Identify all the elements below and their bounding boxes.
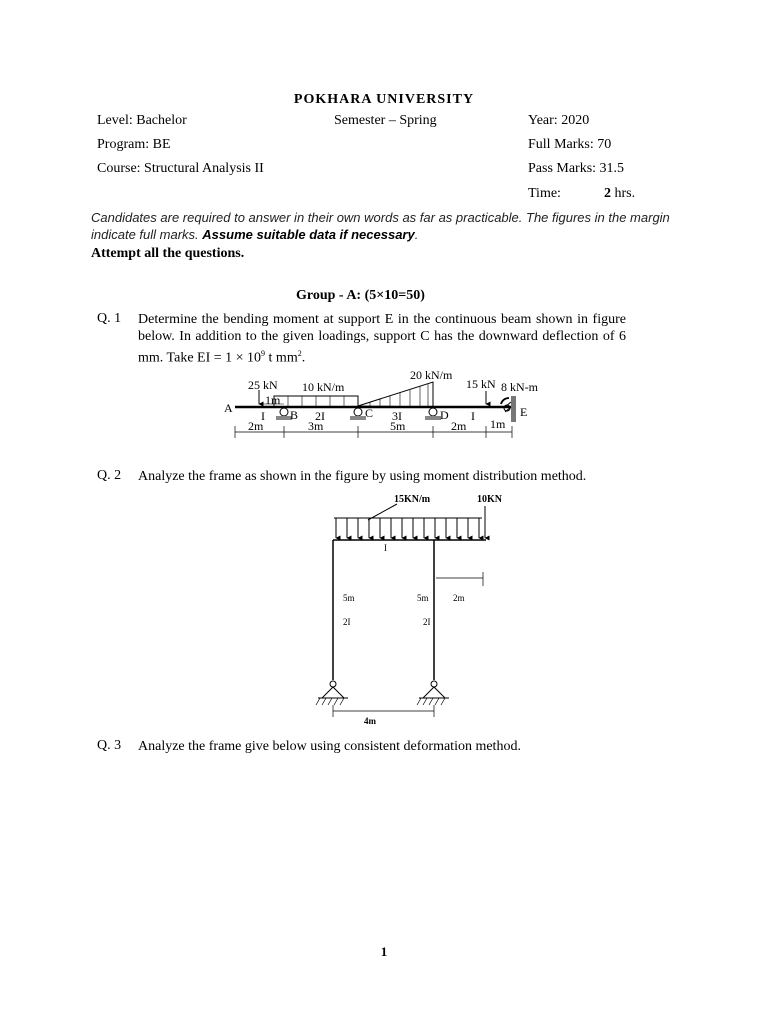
label-d5: 1m <box>490 417 506 431</box>
program-field: Program: BE <box>97 137 171 152</box>
q3-text: Analyze the frame give below using consistent deformation method. <box>138 739 521 754</box>
label-udl-15: 15KN/m <box>394 494 431 505</box>
support-d <box>425 408 441 420</box>
label-d: D <box>440 408 449 422</box>
label-c: C <box>365 406 374 420</box>
udl-10 <box>274 396 358 407</box>
label-i1: I <box>261 409 265 423</box>
pin-support-left <box>316 681 348 705</box>
q1-number: Q. 1 <box>97 311 122 326</box>
label-1m: 1m <box>265 393 281 407</box>
time-value: 2 <box>604 186 611 201</box>
label-h-right: 5m <box>417 593 429 603</box>
uvl-20 <box>358 382 433 407</box>
frame-q2 <box>316 494 503 726</box>
label-span: 4m <box>364 716 376 726</box>
time-unit: hrs. <box>611 186 636 201</box>
label-moment-8: 8 kN-m <box>501 380 538 394</box>
label-load-10: 10 kN/m <box>302 380 345 394</box>
q1-text-unit: t mm <box>265 350 298 366</box>
q1-exp: 9 <box>261 349 266 358</box>
instructions-end: . <box>414 227 419 242</box>
moment-8-arc <box>501 398 509 404</box>
label-beam-i: I <box>384 543 387 553</box>
level-field: Level: Bachelor <box>97 113 187 128</box>
support-c <box>350 408 366 420</box>
label-point-10: 10KN <box>477 494 502 505</box>
course-field: Course: Structural Analysis II <box>97 161 264 176</box>
label-load-20: 20 kN/m <box>410 368 453 382</box>
instructions-emphasis: Assume suitable data if necessary <box>202 227 415 242</box>
label-d4: 2m <box>451 419 467 433</box>
attempt-all-note: Attempt all the questions. <box>91 246 245 261</box>
q1-text-main: Determine the bending moment at support E in the continuous beam shown in figure below. In addition to the given loadings, support C has the downward deflection of 6 mm. Take EI = 1 × 10 <box>138 312 626 366</box>
university-title: POKHARA UNIVERSITY <box>293 92 475 107</box>
label-d1: 2m <box>248 419 264 433</box>
pass-marks-field: Pass Marks: 31.5 <box>528 161 625 176</box>
udl-arrows <box>336 518 479 538</box>
label-overhang: 2m <box>453 593 465 603</box>
semester-field: Semester – Spring <box>334 113 437 128</box>
q2-text: Analyze the frame as shown in the figure by using moment distribution method. <box>138 469 587 484</box>
time-label: Time: <box>528 186 561 201</box>
q1-exp2: 2 <box>297 349 302 358</box>
label-load-25: 25 kN <box>248 378 278 392</box>
q3-number: Q. 3 <box>97 738 122 753</box>
q1-text-end: . <box>301 350 306 366</box>
label-d2: 3m <box>308 419 324 433</box>
year-field: Year: 2020 <box>528 113 590 128</box>
instructions-text: Candidates are required to answer in their own words as far as practicable. The figures in the margin indicate full marks. <box>91 210 670 242</box>
pin-support-right <box>417 681 449 705</box>
fixed-support-e <box>504 396 516 422</box>
beam-q1 <box>224 368 539 438</box>
label-d3: 5m <box>390 419 406 433</box>
q2-number: Q. 2 <box>97 468 122 483</box>
full-marks-field: Full Marks: 70 <box>528 137 612 152</box>
label-i2: 2I <box>315 409 325 423</box>
label-i4: I <box>471 409 475 423</box>
label-i3: 3I <box>392 409 402 423</box>
page-number: 1 <box>380 944 388 959</box>
group-a-heading: Group - A: (5×10=50) <box>296 288 425 303</box>
beam-dimensions <box>235 426 512 438</box>
label-h-left: 5m <box>343 593 355 603</box>
label-col-right: 2I <box>423 617 431 627</box>
label-e: E <box>520 405 528 419</box>
label-a: A <box>224 401 233 415</box>
label-col-left: 2I <box>343 617 351 627</box>
label-load-15: 15 kN <box>466 377 496 391</box>
label-b: B <box>290 408 299 422</box>
